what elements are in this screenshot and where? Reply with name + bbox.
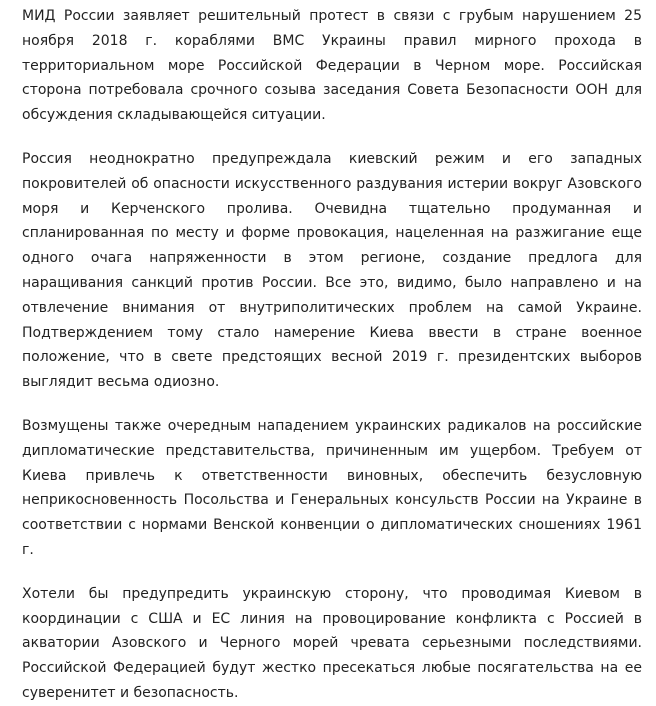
paragraph-3: Возмущены также очередным нападением украинских радикалов на российские дипломатические представительства, причиненным им ущербом. Требуем от Киева привлечь к ответственности виновных, обеспечить безусловную неприкосновенность Посольства и Генеральных консульств России на Украине в соответствии с нормами Венской конвенции о дипломатических сношениях 1961 г. <box>22 417 642 558</box>
paragraph-1: МИД России заявляет решительный протест в связи с грубым нарушением 25 ноября 2018 г. кораблями ВМС Украины правил мирного прохода в территориальном море Российской Федерации в Черном море. Российская сторона потребовала срочного созыва заседания Совета Безопасности ООН для обсуждения складывающейся ситуации. <box>22 8 642 124</box>
paragraph-4: Хотели бы предупредить украинскую сторону, что проводимая Киевом в координации с США и ЕС линия на провоцирование конфликта с Россией в акватории Азовского и Черного морей чревата серьезными последствиями. Российской Федерацией будут жестко пресекаться любые посягательства на ее суверенитет и безопасность. <box>22 585 642 701</box>
paragraph-2: Россия неоднократно предупреждала киевский режим и его западных покровителей об опасности искусственного раздувания истерии вокруг Азовского моря и Керченского пролива. Очевидна тщательно продуманная и спланированная по месту и форме провокация, нацеленная на разжигание еще одного очага напряженности в этом регионе, создание предлога для наращивания санкций против России. Все это, видимо, было направлено и на отвлечение внимания от внутриполитических проблем на самой Украине. Подтверждением тому стало намерение Киева ввести в стране военное положение, что в свете предстоящих весной 2019 г. президентских выборов выглядит весьма одиозно. <box>22 150 642 391</box>
